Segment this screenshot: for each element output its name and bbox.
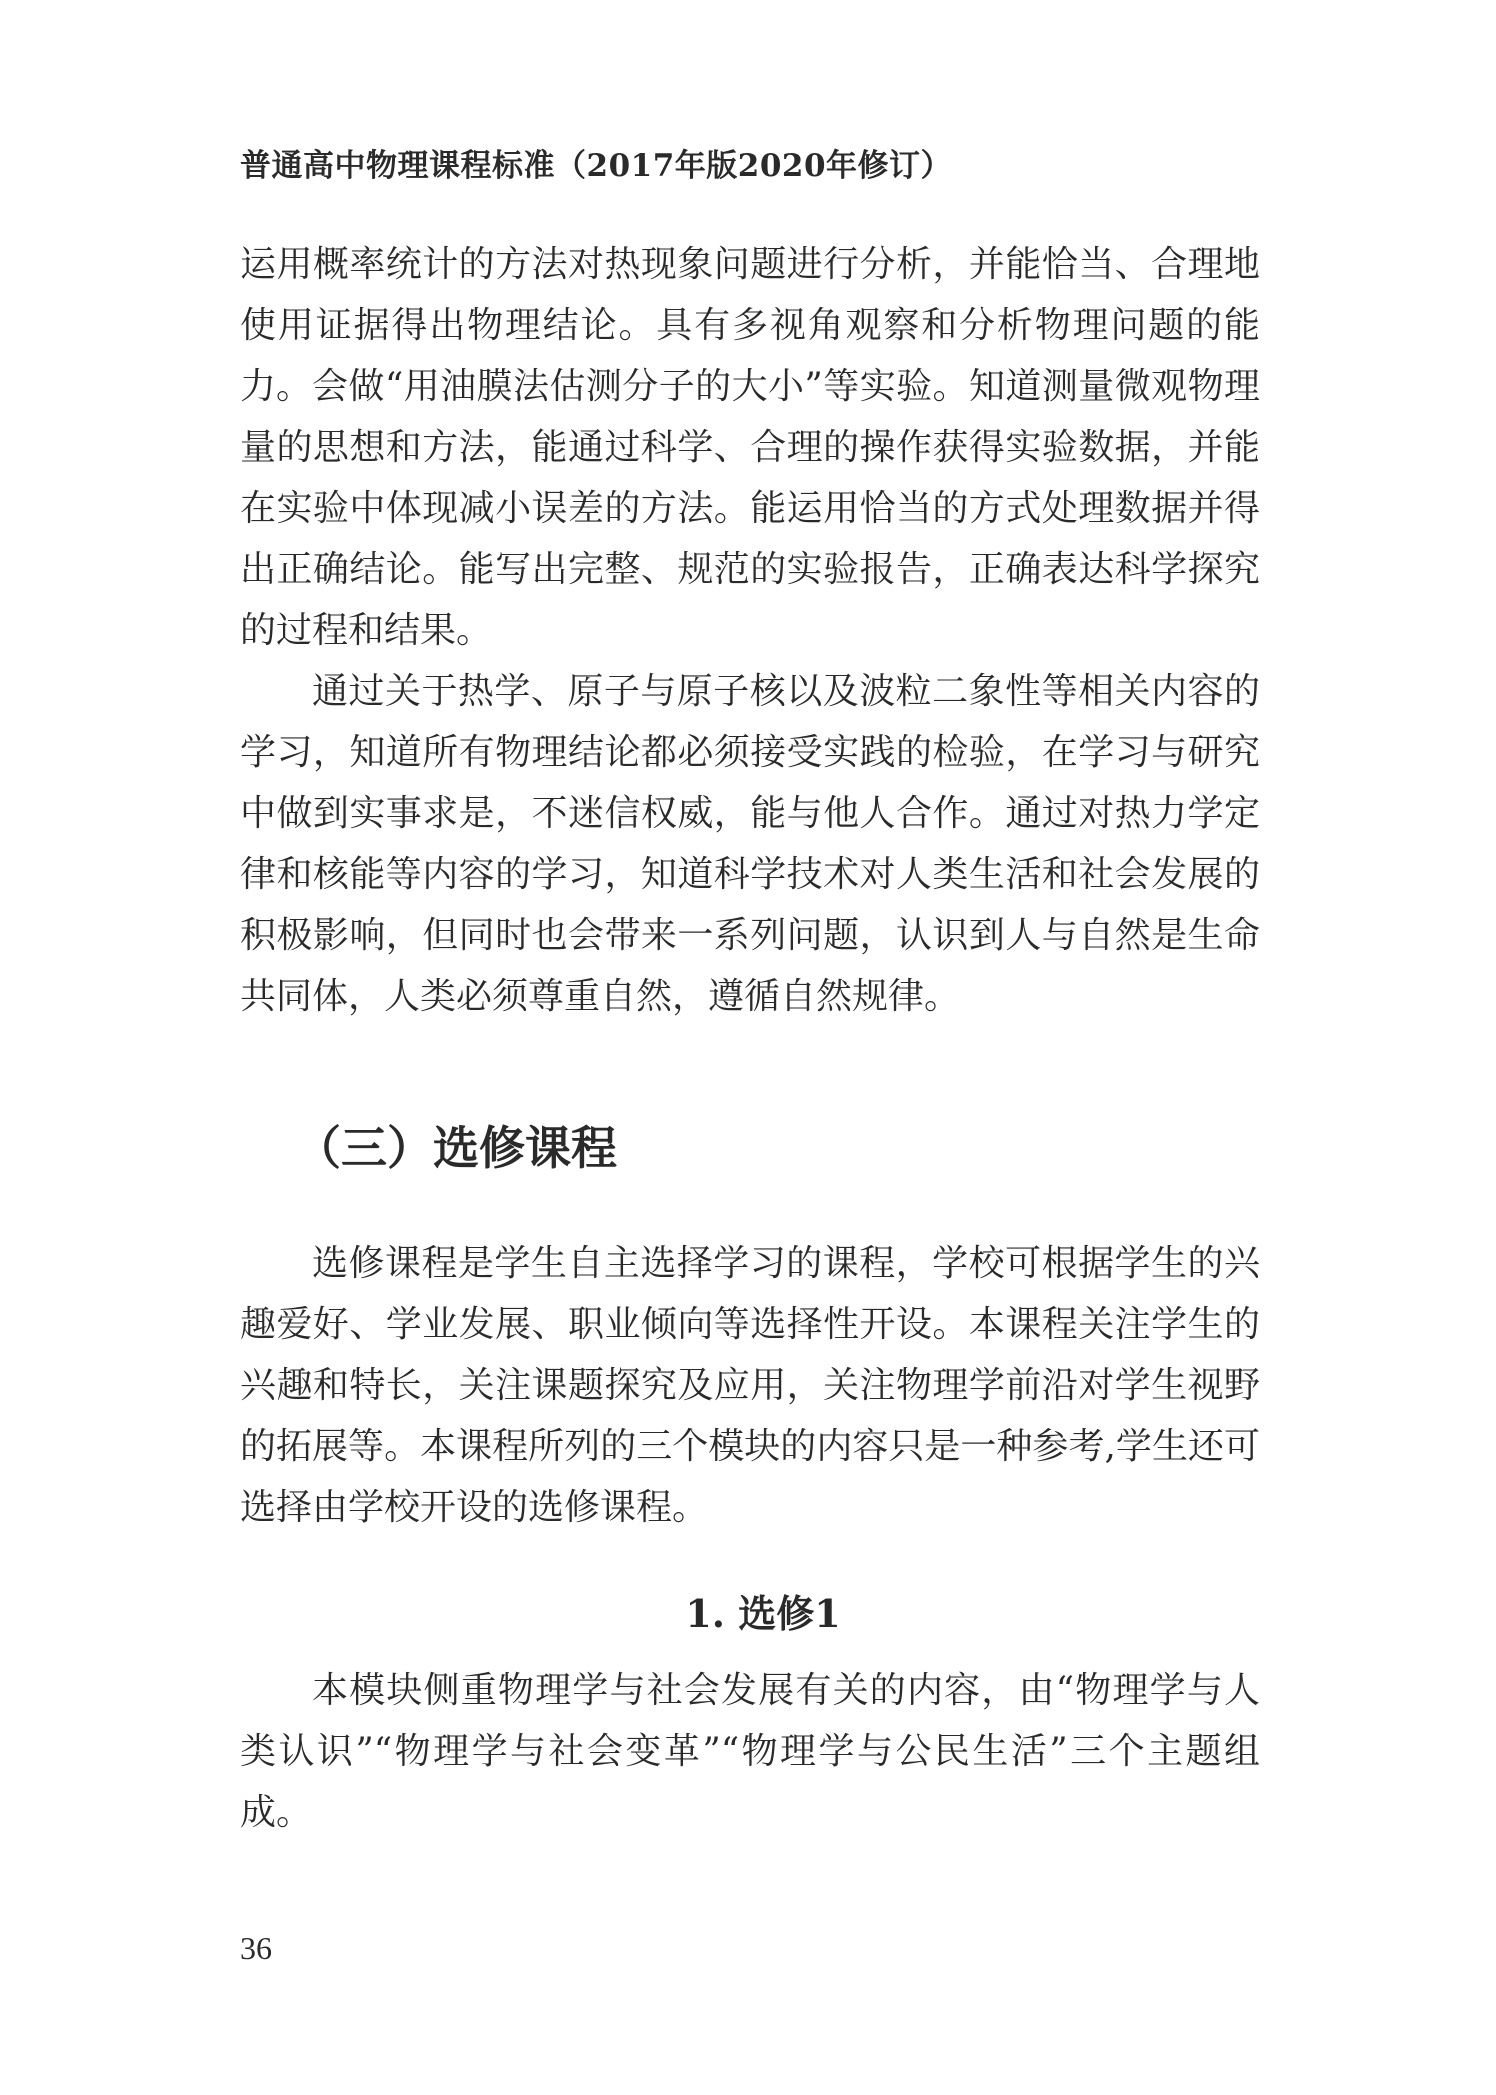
paragraph-continued: 运用概率统计的方法对热现象问题进行分析，并能恰当、合理地使用证据得出物理结论。具有多视角观察和分析物理问题的能力。 [240, 244, 1260, 407]
paragraph-attitude: 通过关于热学、原子与原子核以及波粒二象性等相关内容的学习，知道所有物理结论都必须接受实践的检验，在学习与研究中做到实事求是，不迷信权威，能与他人合作。通过对热力学定律和核能等内容的学习，知道科学技术对人类生活和社会发展的积极影响，但同时也会带来一系列问题，认识到人与自然是生命共同体，人类必须尊重自然，遵循自然规律。 [240, 671, 1260, 1017]
running-header: 普通高中物理课程标准（2017年版2020年修订） [240, 148, 953, 184]
page-number: 36 [240, 1930, 272, 1966]
paragraph-experiment: 会做“用油膜法估测分子的大小”等实验。知道测量微观物理量的思想和方法，能通过科学、合理的操作获得实验数据，并能在实验中体现减小误差的方法。能运用恰当的方式处理数据并得出正确结论。能写出完整、规范的实验报告，正确表达科学探究的过程和结果。 [240, 366, 1260, 651]
section-title: （三）选修课程 [295, 1121, 617, 1175]
subsection-title: 1. 选修1 [685, 1591, 841, 1636]
subsection-paragraph: 本模块侧重物理学与社会发展有关的内容，由“物理学与人类认识”“物理学与社会变革”“物理学与公民生活”三个主题组成。 [240, 1670, 1260, 1833]
section-intro-paragraph: 选修课程是学生自主选择学习的课程，学校可根据学生的兴趣爱好、学业发展、职业倾向等选择性开设。本课程关注学生的兴趣和特长，关注课题探究及应用，关注物理学前沿对学生视野的拓展等。本课程所列的三个模块的内容只是一种参考,学生还可选择由学校开设的选修课程。 [240, 1243, 1260, 1528]
